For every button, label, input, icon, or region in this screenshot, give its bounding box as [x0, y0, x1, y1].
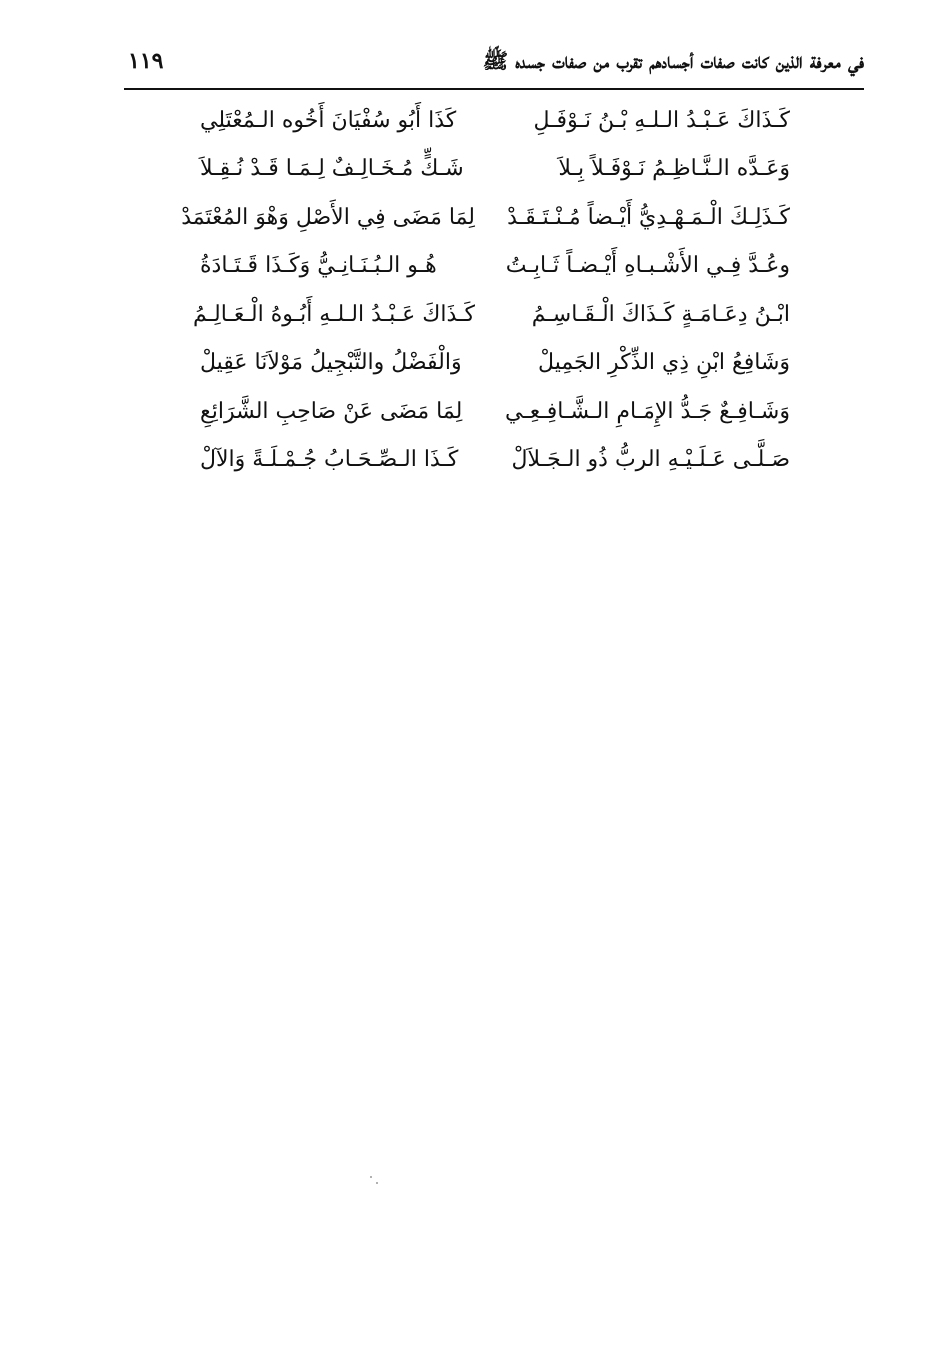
verse-first-hemistich: ابْـنُ دِعَـامَـةٍ كَـذَاكَ الْـقَـاسِـمُ: [531, 301, 790, 327]
verse-second-hemistich: هُـو الـبُـنَـانِـيُّ وَكَـذَا قَـتَـادَةُ: [200, 253, 437, 279]
verse-second-hemistich: شَـكٍّ مُـخَـالِـفٌ لِـمَـا قَـدْ نُـقِـلاَ: [200, 156, 464, 182]
verse: [200, 242, 790, 291]
page-number: ١١٩: [128, 48, 164, 74]
scan-speck: [376, 1182, 378, 1184]
verse-first-hemistich: وَشَـافِـعٌ جَـدُّ الإِمَـامِ الـشَّـافِـعِـي: [504, 398, 790, 424]
verse-second-hemistich: لِمَا مَضَى عَنْ صَاحِبِ الشَّرَائِعِ: [200, 398, 463, 424]
verse: [181, 193, 790, 242]
verse: [200, 96, 790, 145]
verse-second-hemistich: لِمَا مَضَى فِي الأَصْلِ وَهْوَ المُعْتَمَدْ: [181, 204, 475, 230]
verse-second-hemistich: كَـذَا الـصِّـحَـابُ جُـمْـلَـةً وَالآلْ: [200, 447, 459, 473]
verse: [200, 145, 790, 194]
verse: [200, 339, 790, 388]
verse: [200, 436, 790, 485]
verse-first-hemistich: وعُـدَّ فِـي الأَشْـبـاهِ أَيْـضـاً ثَـابِـتُ: [505, 253, 790, 279]
verse-first-hemistich: وَعَـدَّه الـنَّـاظِـمُ نَـوْفَـلاً بِـلاَ: [558, 156, 790, 182]
verse-second-hemistich: كَذَا أَبُو سُفْيَانَ أَخُوه الـمُعْتَلِي: [200, 107, 457, 133]
verse-second-hemistich: وَالْفَضْلُ والتَّبْجِيلُ مَوْلاَنَا عَقِيلْ: [200, 350, 462, 376]
verse: [200, 387, 790, 436]
scan-speck: [370, 1176, 372, 1178]
running-header: [124, 40, 864, 90]
verse-first-hemistich: كَـذَلِـكَ الْـمَـهْـدِيُّ أَيْـضاً مُـنْـتَـقَـدْ: [507, 204, 790, 230]
poem: [181, 96, 790, 484]
verse-second-hemistich: كَـذَاكَ عَـبْـدُ الـلـهِ أَبُـوهُ الْـعَـالِـمُ: [192, 301, 475, 327]
verse: [192, 290, 790, 339]
verse-first-hemistich: كَـذَاكَ عَـبْـدُ الـلـهِ بْـنُ نَـوْفَـلِ: [533, 107, 790, 133]
chapter-title: في معرفة الذين كانت صفات أجسادهم تقرب من صفات جسده ﷺ: [482, 48, 864, 73]
verse-first-hemistich: وَشَافِعُ ابْنِ ذِي الذِّكْرِ الجَمِيلْ: [538, 350, 790, 376]
verse-first-hemistich: صَـلَّـى عَـلَـيْـهِ الربُّ ذُو الـجَـلاَلْ: [511, 447, 790, 473]
